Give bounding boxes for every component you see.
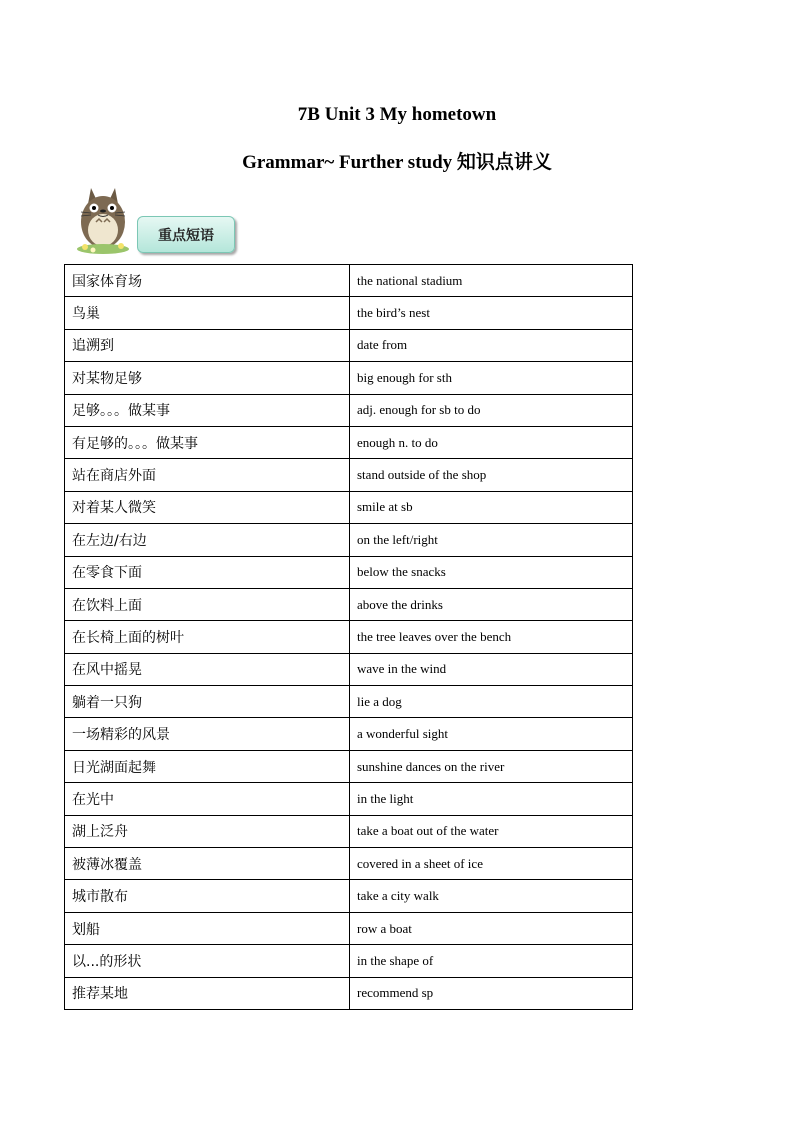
table-row [65, 329, 633, 361]
phrase-english-cell: on the left/right [350, 524, 633, 556]
phrase-english-cell: sunshine dances on the river [350, 750, 633, 782]
table-row [65, 394, 633, 426]
table-row [65, 750, 633, 782]
phrase-english-cell: take a city walk [350, 880, 633, 912]
table-row [65, 588, 633, 620]
section-badge-key-phrases [137, 216, 235, 253]
phrase-chinese-cell: 有足够的。。。做某事 [65, 426, 350, 458]
phrase-chinese-cell: 对着某人微笑 [65, 491, 350, 523]
phrase-english-cell: enough n. to do [350, 426, 633, 458]
totoro-mascot-icon [71, 186, 135, 256]
table-row [65, 265, 633, 297]
phrase-english-cell: the tree leaves over the bench [350, 621, 633, 653]
section-label: 重点短语 [158, 227, 214, 244]
table-row [65, 848, 633, 880]
phrase-english-cell: stand outside of the shop [350, 459, 633, 491]
phrase-english-cell: big enough for sth [350, 362, 633, 394]
phrase-chinese-cell: 站在商店外面 [65, 459, 350, 491]
phrase-english-cell: a wonderful sight [350, 718, 633, 750]
table-row [65, 912, 633, 944]
table-row [65, 426, 633, 458]
phrase-chinese-cell: 湖上泛舟 [65, 815, 350, 847]
phrase-english-cell: in the light [350, 783, 633, 815]
page-subtitle: Grammar~ Further study 知识点讲义 [242, 152, 552, 173]
phrase-english-cell: recommend sp [350, 977, 633, 1009]
phrase-english-cell: covered in a sheet of ice [350, 848, 633, 880]
table-row [65, 783, 633, 815]
phrase-chinese-cell: 被薄冰覆盖 [65, 848, 350, 880]
table-row [65, 718, 633, 750]
phrase-chinese-cell: 城市散布 [65, 880, 350, 912]
table-row [65, 945, 633, 977]
table-row [65, 524, 633, 556]
phrase-chinese-cell: 对某物足够 [65, 362, 350, 394]
phrase-english-cell: in the shape of [350, 945, 633, 977]
phrase-chinese-cell: 划船 [65, 912, 350, 944]
phrase-table [64, 264, 633, 1010]
table-row [65, 686, 633, 718]
phrase-chinese-cell: 在风中摇晃 [65, 653, 350, 685]
table-row [65, 459, 633, 491]
phrase-chinese-cell: 在饮料上面 [65, 588, 350, 620]
phrase-chinese-cell: 足够。。。做某事 [65, 394, 350, 426]
table-row [65, 653, 633, 685]
table-row [65, 491, 633, 523]
phrase-english-cell: date from [350, 329, 633, 361]
phrase-english-cell: adj. enough for sb to do [350, 394, 633, 426]
phrase-english-cell: wave in the wind [350, 653, 633, 685]
phrase-chinese-cell: 躺着一只狗 [65, 686, 350, 718]
phrase-chinese-cell: 在光中 [65, 783, 350, 815]
table-row [65, 977, 633, 1009]
phrase-english-cell: above the drinks [350, 588, 633, 620]
phrase-english-cell: the national stadium [350, 265, 633, 297]
phrase-chinese-cell: 推荐某地 [65, 977, 350, 1009]
phrase-chinese-cell: 一场精彩的风景 [65, 718, 350, 750]
phrase-chinese-cell: 追溯到 [65, 329, 350, 361]
phrase-chinese-cell: 日光湖面起舞 [65, 750, 350, 782]
phrase-english-cell: the bird’s nest [350, 297, 633, 329]
phrase-chinese-cell: 在长椅上面的树叶 [65, 621, 350, 653]
phrase-chinese-cell: 国家体育场 [65, 265, 350, 297]
table-row [65, 815, 633, 847]
phrase-english-cell: take a boat out of the water [350, 815, 633, 847]
phrase-chinese-cell: 鸟巢 [65, 297, 350, 329]
phrase-chinese-cell: 以...的形状 [65, 945, 350, 977]
phrase-english-cell: lie a dog [350, 686, 633, 718]
table-row [65, 880, 633, 912]
phrase-english-cell: smile at sb [350, 491, 633, 523]
phrase-chinese-cell: 在零食下面 [65, 556, 350, 588]
table-row [65, 556, 633, 588]
table-row [65, 297, 633, 329]
page-title: 7B Unit 3 My hometown [297, 104, 497, 125]
table-row [65, 362, 633, 394]
table-row [65, 621, 633, 653]
phrase-english-cell: row a boat [350, 912, 633, 944]
phrase-chinese-cell: 在左边/右边 [65, 524, 350, 556]
phrase-english-cell: below the snacks [350, 556, 633, 588]
